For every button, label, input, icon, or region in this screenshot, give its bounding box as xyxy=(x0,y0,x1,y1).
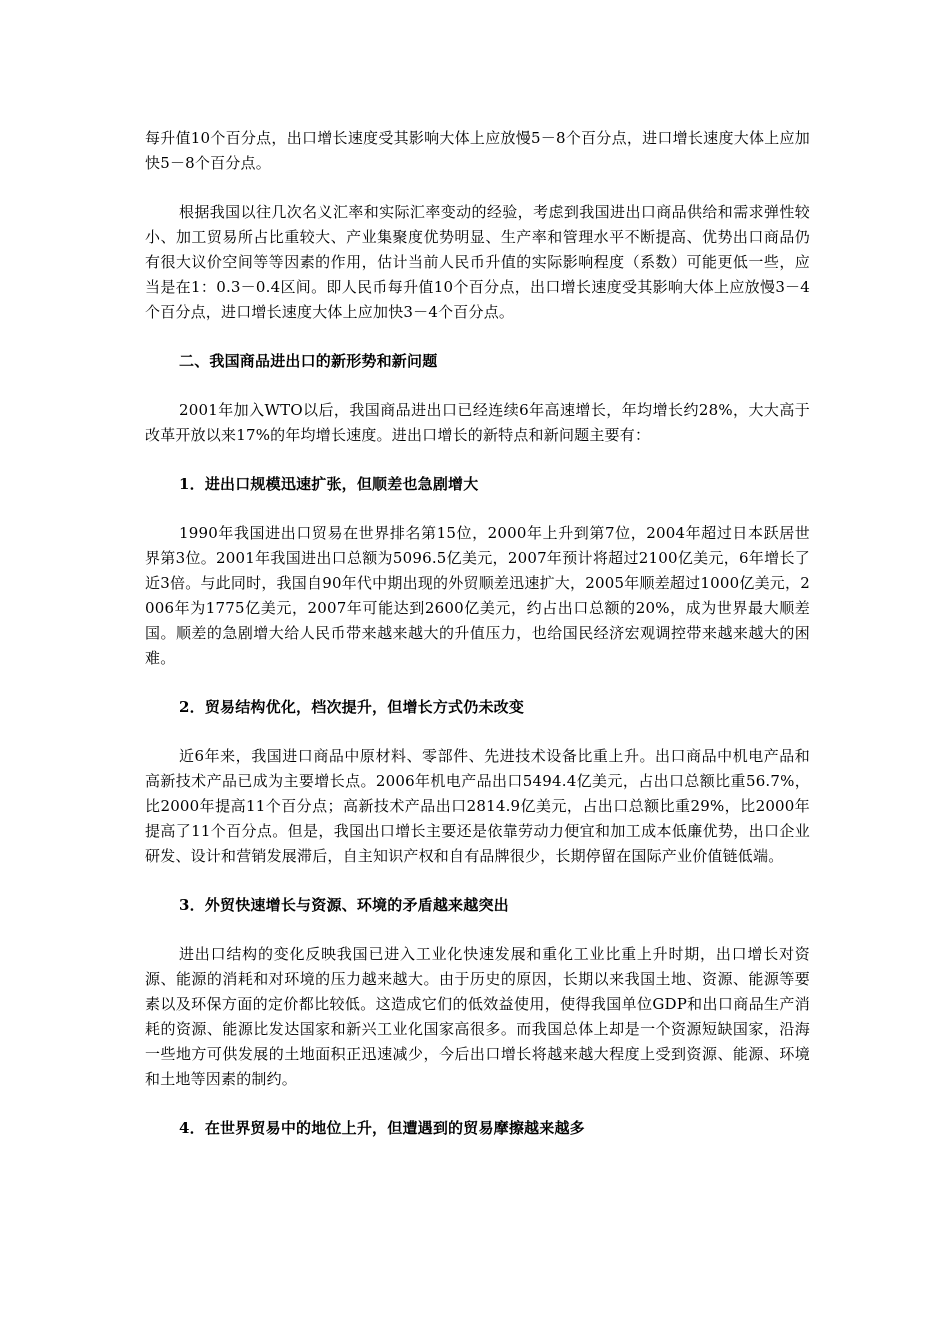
section-heading-new-situation: 二、我国商品进出口的新形势和新问题 xyxy=(179,352,438,370)
subheading-resource-environment: 3．外贸快速增长与资源、环境的矛盾越来越突出 xyxy=(179,896,509,914)
paragraph-wto-growth: 2001年加入WTO以后，我国商品进出口已经连续6年高速增长，年均增长约28%，大大高于改革开放以来17%的年均增长速度。进出口增长的新特点和新问题主要有： xyxy=(145,401,810,444)
paragraph-rmb-impact-estimate: 每升值10个百分点，出口增长速度受其影响大体上应放慢5－8个百分点，进口增长速度大体上应加快5－8个百分点。 xyxy=(145,129,810,172)
subheading-trade-structure: 2．贸易结构优化，档次提升，但增长方式仍未改变 xyxy=(179,698,525,716)
subheading-scale-expansion: 1．进出口规模迅速扩张，但顺差也急剧增大 xyxy=(179,475,479,493)
paragraph-trade-surplus: 1990年我国进出口贸易在世界排名第15位，2000年上升到第7位，2004年超过日本跃居世界第3位。2001年我国进出口总额为5096.5亿美元，2007年预计将超过2100亿美元，6年增长了近3倍。与此同时，我国自90年代中期出现的外贸顺差迅速扩大，2005年顺差超过1000亿美元，2006年为1775亿美元，2007年可能达到2600亿美元，约占出口总额的20%，成为世界最大顺差国。顺差的急剧增大给人民币带来越来越大的升值压力，也给国民经济宏观调控带来越来越大的困难。 xyxy=(145,524,810,667)
subheading-trade-friction: 4．在世界贸易中的地位上升，但遭遇到的贸易摩擦越来越多 xyxy=(179,1119,585,1137)
paragraph-resource-constraints: 进出口结构的变化反映我国已进入工业化快速发展和重化工业比重上升时期，出口增长对资源、能源的消耗和对环境的压力越来越大。由于历史的原因，长期以来我国土地、资源、能源等要素以及环保方面的定价都比较低。这造成它们的低效益使用，使得我国单位GDP和出口商品生产消耗的资源、能源比发达国家和新兴工业化国家高很多。而我国总体上却是一个资源短缺国家，沿海一些地方可供发展的土地面积正迅速减少，今后出口增长将越来越大程度上受到资源、能源、环境和土地等因素的制约。 xyxy=(145,945,810,1088)
paragraph-export-structure: 近6年来，我国进口商品中原材料、零部件、先进技术设备比重上升。出口商品中机电产品和高新技术产品已成为主要增长点。2006年机电产品出口5494.4亿美元，占出口总额比重56.7%，比2000年提高11个百分点；高新技术产品出口2814.9亿美元，占出口总额比重29%，比2000年提高了11个百分点。但是，我国出口增长主要还是依靠劳动力便宜和加工成本低廉优势，出口企业研发、设计和营销发展滞后，自主知识产权和自有品牌很少，长期停留在国际产业价值链低端。 xyxy=(145,747,810,865)
paragraph-rmb-impact-coefficient: 根据我国以往几次名义汇率和实际汇率变动的经验，考虑到我国进出口商品供给和需求弹性较小、加工贸易所占比重较大、产业集聚度优势明显、生产率和管理水平不断提高、优势出口商品仍有很大议价空间等等因素的作用，估计当前人民币升值的实际影响程度（系数）可能更低一些，应当是在1：0.3－0.4区间。即人民币每升值10个百分点，出口增长速度受其影响大体上应放慢3－4个百分点，进口增长速度大体上应加快3－4个百分点。 xyxy=(145,203,810,321)
document-body xyxy=(145,126,810,1141)
